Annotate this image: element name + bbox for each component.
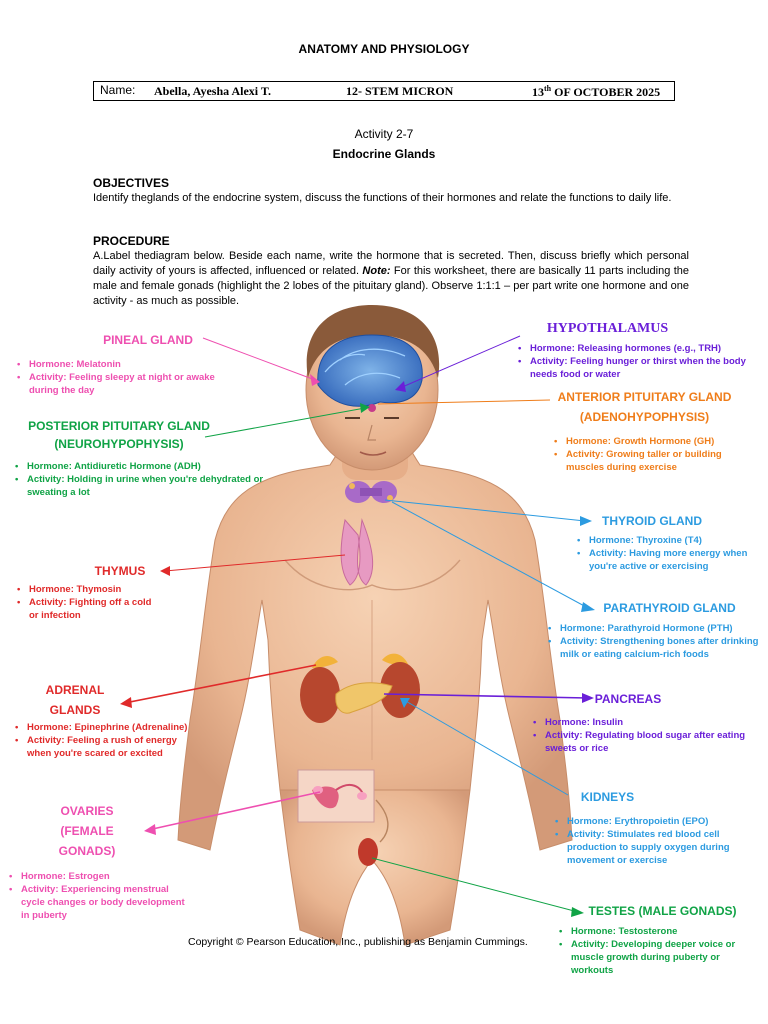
testes-activity: • Activity: Developing deeper voice or muscle growth during puberty or workouts	[556, 938, 756, 977]
anterior-title-line1: ANTERIOR PITUITARY GLAND	[557, 390, 732, 404]
ovaries-title-line1: OVARIES	[60, 804, 114, 818]
anterior-title	[542, 387, 747, 427]
hypothalamus-activity: • Activity: Feeling hunger or thirst when the body needs food or water	[515, 355, 755, 381]
pineal-title: PINEAL GLAND	[103, 333, 193, 347]
anterior-hormone: • Hormone: Growth Hormone (GH)	[551, 435, 741, 448]
student-section: 12- STEM MICRON	[346, 84, 454, 98]
posterior-title-line1: POSTERIOR PITUITARY GLAND	[28, 419, 210, 433]
thyroid-activity: • Activity: Having more energy when you're active or exercising	[574, 547, 759, 573]
hypothalamus-details	[515, 342, 755, 381]
parathyroid-details	[545, 622, 760, 661]
anterior-details	[551, 435, 741, 474]
procedure-text-b: For this worksheet, there are basically 11 parts including the male and female gonads (highlight the 2 lobes of the pituitary gland). Observe 1:1:1 – per part write one hormone and one activity - as much as possible.	[93, 265, 690, 307]
pineal-details	[14, 358, 244, 397]
copyright-notice: Copyright © Pearson Education, Inc., publishing as Benjamin Cummings.	[188, 936, 528, 948]
kidneys-activity: • Activity: Stimulates red blood cell production to supply oxygen during movement or exercise	[552, 828, 757, 867]
anterior-title-line2: (ADENOHYPOPHYSIS)	[579, 410, 710, 424]
date-rest: OF OCTOBER 2025	[551, 85, 661, 99]
thymus-activity: • Activity: Fighting off a cold or infection	[14, 596, 154, 622]
kidneys-title: KIDNEYS	[580, 790, 635, 804]
thymus-title: THYMUS	[94, 564, 146, 578]
posterior-title	[24, 417, 214, 453]
pancreas-details	[530, 716, 758, 755]
ovaries-details	[6, 870, 191, 922]
procedure-note-label: Note:	[362, 265, 391, 277]
thyroid-hormone: • Hormone: Thyroxine (T4)	[574, 534, 759, 547]
posterior-title-line2: (NEUROHYPOPHYSIS)	[54, 437, 184, 451]
date-day: 13	[532, 85, 544, 99]
testis-illustration	[358, 838, 378, 866]
brain-section	[318, 335, 423, 406]
testes-title: TESTES (MALE GONADS)	[588, 904, 737, 918]
objectives-heading: OBJECTIVES	[93, 176, 170, 190]
ovaries-hormone: • Hormone: Estrogen	[6, 870, 191, 883]
posterior-details	[12, 460, 282, 499]
thyroid-details	[574, 534, 759, 573]
pancreas-title: PANCREAS	[594, 692, 662, 706]
adrenal-hormone: • Hormone: Epinephrine (Adrenaline)	[12, 721, 202, 734]
posterior-activity: • Activity: Holding in urine when you're dehydrated or sweating a lot	[12, 473, 282, 499]
hypothalamus-hormone: • Hormone: Releasing hormones (e.g., TRH)	[515, 342, 755, 355]
procedure-heading: PROCEDURE	[93, 234, 170, 248]
adrenal-details	[12, 721, 202, 760]
testes-details	[556, 925, 756, 977]
student-name: Abella, Ayesha Alexi T.	[154, 84, 272, 98]
adrenal-activity: • Activity: Feeling a rush of energy when you're scared or excited	[12, 734, 202, 760]
testes-hormone: • Hormone: Testosterone	[556, 925, 756, 938]
ovaries-title	[42, 801, 132, 861]
posterior-hormone: • Hormone: Antidiuretic Hormone (ADH)	[12, 460, 282, 473]
anterior-activity: • Activity: Growing taller or building muscles during exercise	[551, 448, 741, 474]
adrenal-title	[30, 680, 120, 720]
pineal-hormone: • Hormone: Melatonin	[14, 358, 244, 371]
parathyroid-activity: • Activity: Strengthening bones after drinking milk or eating calcium-rich foods	[545, 635, 760, 661]
thymus-hormone: • Hormone: Thymosin	[14, 583, 154, 596]
parathyroid-hormone: • Hormone: Parathyroid Hormone (PTH)	[545, 622, 760, 635]
parathyroid-title: PARATHYROID GLAND	[603, 601, 736, 615]
adrenal-title-line1: ADRENAL	[45, 683, 105, 697]
pancreas-hormone: • Hormone: Insulin	[530, 716, 758, 729]
ovaries-title-line2: (FEMALE	[60, 824, 114, 838]
kidney-left	[300, 667, 340, 723]
document-title: ANATOMY AND PHYSIOLOGY	[298, 42, 470, 56]
pancreas-activity: • Activity: Regulating blood sugar after eating sweets or rice	[530, 729, 758, 755]
ovaries-activity: • Activity: Experiencing menstrual cycle changes or body development in puberty	[6, 883, 191, 922]
thymus-details	[14, 583, 154, 622]
hypothalamus-title: HYPOTHALAMUS	[546, 321, 669, 336]
ovaries-inset	[298, 770, 374, 822]
name-label: Name:	[100, 83, 136, 97]
pineal-activity: • Activity: Feeling sleepy at night or awake during the day	[14, 371, 244, 397]
kidneys-hormone: • Hormone: Erythropoietin (EPO)	[552, 815, 757, 828]
thyroid-title: THYROID GLAND	[602, 514, 702, 528]
activity-subject: Endocrine Glands	[332, 147, 436, 161]
adrenal-title-line2: GLANDS	[49, 703, 101, 717]
date-suffix: th	[544, 84, 552, 93]
kidneys-details	[552, 815, 757, 867]
activity-number: Activity 2-7	[354, 127, 414, 141]
procedure-text-a: A.Label thediagram below. Beside each name, write the hormone that is secreted. Then, discuss briefly which personal daily activity of yours is affected, influenced or related.	[93, 250, 689, 277]
ovaries-title-line3: GONADS)	[58, 844, 116, 858]
pituitary	[368, 404, 376, 412]
objectives-text: Identify theglands of the endocrine system, discuss the functions of their hormones and relate the functions to daily life.	[93, 192, 672, 204]
